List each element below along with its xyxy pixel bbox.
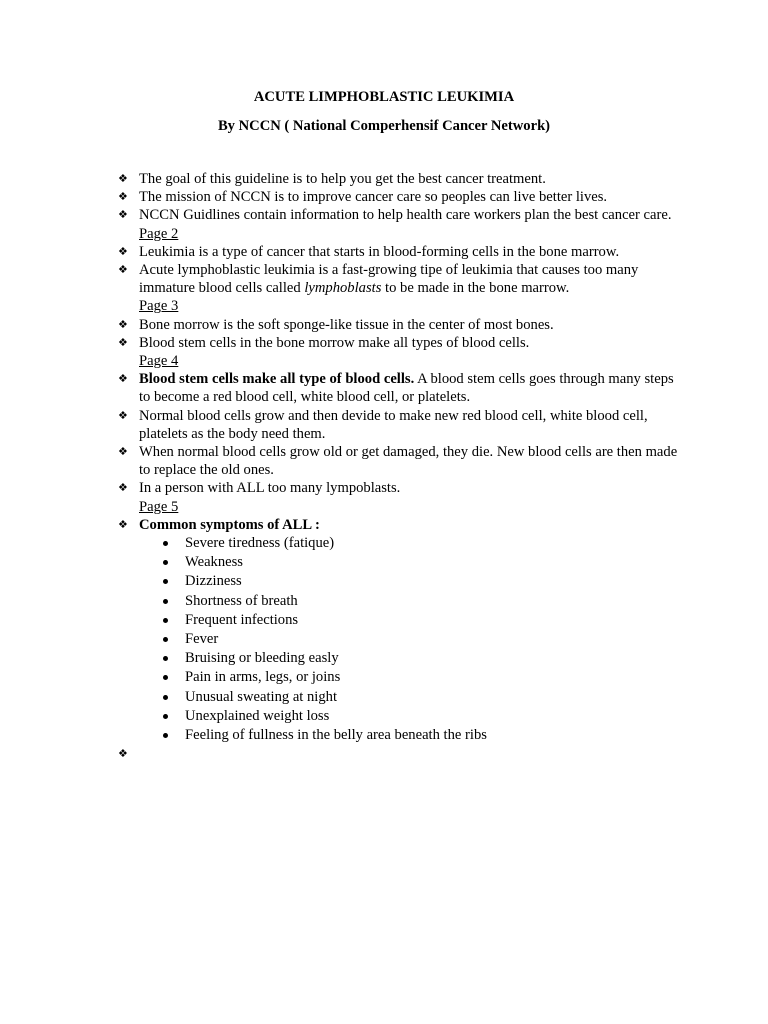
symptom-text: Dizziness — [185, 573, 242, 590]
bullet-item — [118, 243, 683, 261]
bullet-text: Blood stem cells in the bone morrow make all types of blood cells. — [139, 334, 530, 351]
bullet-item — [118, 370, 683, 406]
symptom-item — [118, 630, 683, 649]
four-diamond-icon: ❖ — [118, 481, 128, 495]
bullet-text: Bone morrow is the soft sponge-like tissue in the center of most bones. — [139, 316, 554, 333]
bullet-text: Normal blood cells grow and then devide to make new red blood cell, white blood cell, platelets as the body need them. — [139, 407, 648, 442]
disc-icon — [163, 560, 168, 565]
bullet-item — [118, 170, 683, 188]
symptom-item — [118, 534, 683, 553]
disc-icon — [163, 656, 168, 661]
four-diamond-icon: ❖ — [118, 517, 128, 531]
four-diamond-icon: ❖ — [118, 335, 128, 349]
disc-icon — [163, 695, 168, 700]
bullet-item — [118, 316, 683, 334]
bullet-item — [118, 443, 683, 479]
bullet-item — [118, 188, 683, 206]
symptom-text: Weakness — [185, 554, 243, 571]
bullet-text: Leukimia is a type of cancer that starts in blood-forming cells in the bone marrow. — [139, 243, 620, 260]
symptom-text: Pain in arms, legs, or joins — [185, 669, 341, 686]
symptom-item — [118, 572, 683, 591]
bullet-items — [118, 170, 683, 534]
page-marker: Page 5 — [139, 498, 179, 515]
four-diamond-icon: ❖ — [118, 445, 128, 459]
symptom-item — [118, 611, 683, 630]
symptom-item — [118, 726, 683, 745]
bullet-item — [118, 516, 683, 534]
disc-icon — [163, 675, 168, 680]
four-diamond-icon: ❖ — [118, 263, 128, 277]
symptom-text: Unusual sweating at night — [185, 688, 337, 705]
symptom-item — [118, 688, 683, 707]
empty-bullet-item — [118, 745, 683, 763]
disc-icon — [163, 714, 168, 719]
disc-icon — [163, 541, 168, 546]
symptom-item — [118, 553, 683, 572]
content-list — [118, 170, 683, 763]
bullet-item — [118, 407, 683, 443]
bullet-text: When normal blood cells grow old or get damaged, they die. New blood cells are then made to replace the old ones. — [139, 444, 678, 479]
bullet-text: The mission of NCCN is to improve cancer care so peoples can live better lives. — [139, 189, 608, 206]
four-diamond-icon: ❖ — [118, 747, 128, 761]
bullet-text: Blood stem cells make all type of blood cells. — [139, 371, 415, 388]
four-diamond-icon: ❖ — [118, 317, 128, 331]
bullet-text: In a person with ALL too many lympoblasts. — [139, 480, 401, 497]
symptom-text: Fever — [185, 631, 219, 647]
symptom-text: Unexplained weight loss — [185, 707, 330, 724]
bullet-item — [118, 206, 683, 224]
symptom-list — [118, 534, 683, 745]
disc-icon — [163, 579, 168, 584]
page-marker: Page 4 — [139, 353, 179, 370]
bullet-text: A blood stem cells goes through many steps to become a red blood cell, white blood cell, or platelets. — [139, 371, 674, 406]
disc-icon — [163, 618, 168, 623]
symptom-item — [118, 707, 683, 726]
disc-icon — [163, 733, 168, 738]
symptom-text: Frequent infections — [185, 611, 299, 628]
bullet-text: NCCN Guidlines contain information to help health care workers plan the best cancer care. — [139, 207, 672, 224]
page-marker: Page 2 — [139, 225, 179, 242]
symptom-text: Feeling of fullness in the belly area beneath the ribs — [185, 726, 487, 743]
bullet-item — [118, 334, 683, 352]
symptom-item — [118, 668, 683, 687]
symptom-item — [118, 592, 683, 611]
bullet-text: to be made in the bone marrow. — [381, 280, 570, 297]
bullet-text: Common symptoms of ALL : — [139, 516, 320, 533]
bullet-text: Acute lymphoblastic leukimia is a fast-growing tipe of leukimia that causes too many immature blood cells called — [139, 262, 639, 297]
disc-icon — [163, 637, 168, 642]
disc-icon — [163, 599, 168, 604]
four-diamond-icon: ❖ — [118, 244, 128, 258]
four-diamond-icon: ❖ — [118, 190, 128, 204]
four-diamond-icon: ❖ — [118, 372, 128, 386]
symptom-text: Severe tiredness (fatique) — [185, 535, 335, 552]
four-diamond-icon: ❖ — [118, 408, 128, 422]
bullet-text: lymphoblasts — [304, 280, 382, 297]
page-marker: Page 3 — [139, 298, 179, 315]
bullet-text: The goal of this guideline is to help you get the best cancer treatment. — [139, 171, 546, 187]
symptom-item — [118, 649, 683, 668]
symptom-text: Bruising or bleeding easly — [185, 650, 339, 667]
four-diamond-icon: ❖ — [118, 172, 128, 185]
four-diamond-icon: ❖ — [118, 208, 128, 222]
bullet-item — [118, 479, 683, 497]
symptom-text: Shortness of breath — [185, 592, 298, 609]
document-title: ACUTE LIMPHOBLASTIC LEUKIMIA — [253, 89, 515, 105]
document-subtitle: By NCCN ( National Comperhensif Cancer Network) — [217, 118, 551, 134]
bullet-item — [118, 261, 683, 297]
